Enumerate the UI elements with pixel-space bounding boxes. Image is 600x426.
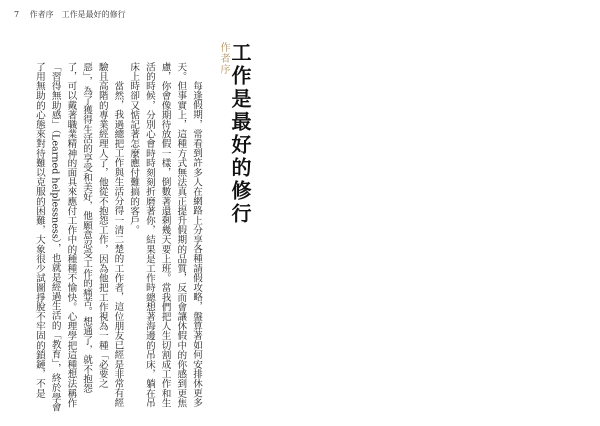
paragraph: 每逢假期，常看到許多人在網路上分享各種請假攻略，盤算著如何安排休更多天。但事實上，這種方式無法真正提升假期的品質，反而會讓休假中的你感到更焦慮，你會像期待放假一樣，倒數著還剩幾天要上班。當我們把人生切割成工作和生活的時候，分別心會時時刻刻折磨著你，結果是工作時總想著海邊的吊床，躺在吊床上時卻又惦記著怎麼應付難搞的客戶。 bbox=[128, 62, 202, 408]
running-head-title: 作者序 工作是最好的修行 bbox=[29, 10, 126, 19]
body-text bbox=[14, 62, 204, 412]
section-kicker: 作者序 bbox=[218, 42, 229, 75]
page-number: 7 bbox=[14, 10, 20, 19]
chapter-title: 工作是最好的修行 bbox=[228, 42, 252, 226]
running-head bbox=[14, 9, 126, 20]
paragraph: 當然，我過總把工作與生活分得一清二楚的工作者，這位朋友已經是非常有經驗且高階的專業經理人了，他從不抱怨工作，因為他把工作視為一種「必要之惡」，為了獲得生活的享受和美好，他願意忍受工作的痛苦。想通了，就不抱怨了，可以戴著職業精神的面具來應付工作中的種種不愉快。心理學把這種想法稱作「習得無助感」（Learned helplessness），也就是經過生活的「教育」，終於學會了用無助的心態來對待難以克服的困難，大象很少試圖掙脫不牢固的鎖鏈，不是 bbox=[33, 62, 124, 412]
